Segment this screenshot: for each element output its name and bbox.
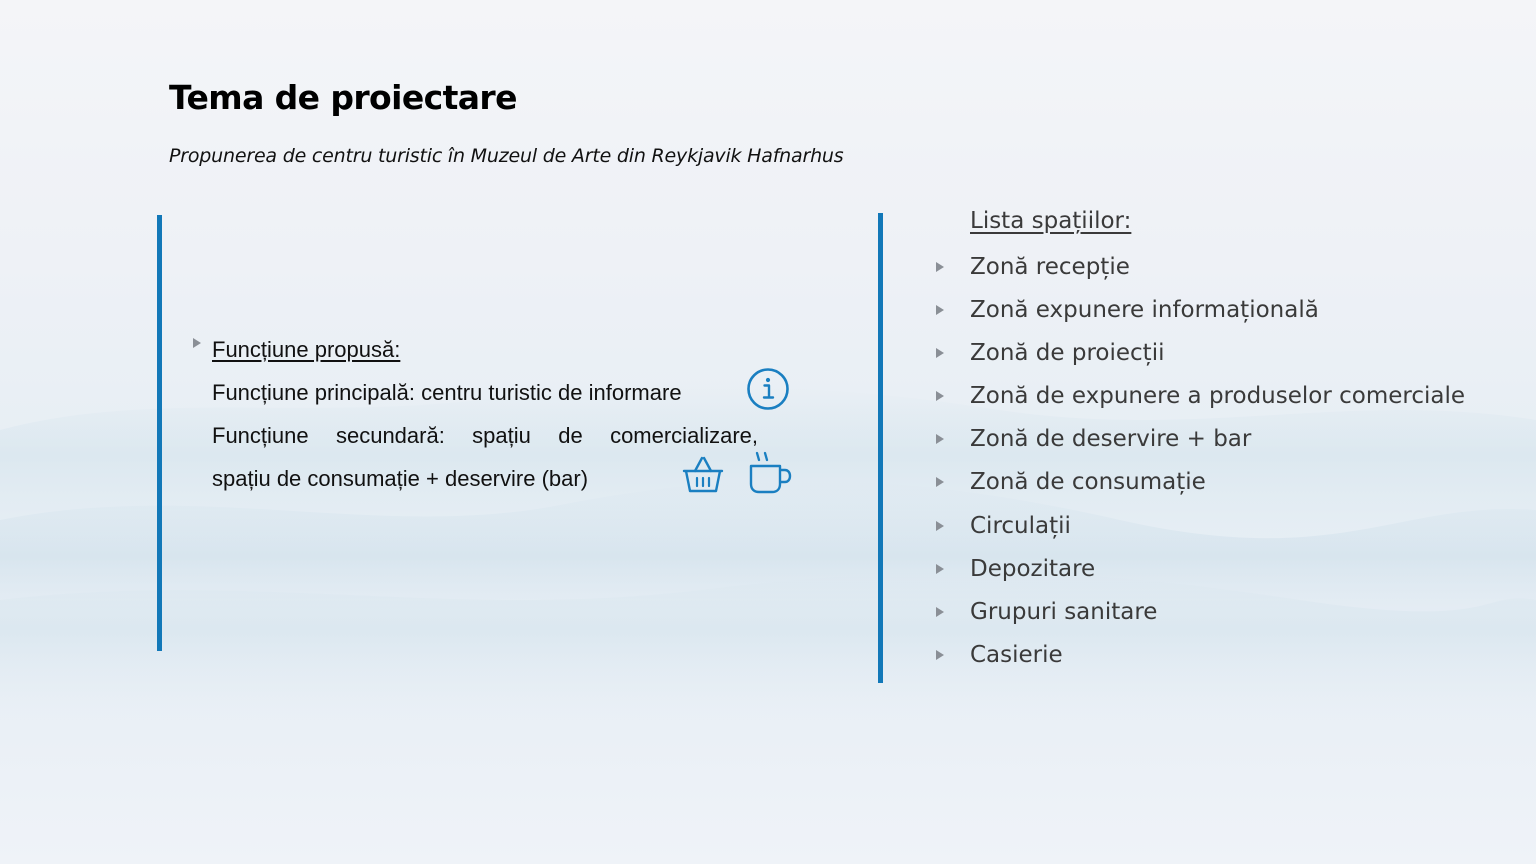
info-icon <box>746 367 790 411</box>
list-item-label: Zonă expunere informațională <box>970 297 1319 324</box>
list-item <box>934 596 1465 639</box>
basket-icon <box>681 455 725 495</box>
bullet-icon <box>936 305 944 315</box>
function-secondary-word: comercializare, <box>610 423 758 448</box>
list-item <box>934 380 1465 423</box>
function-main: Funcțiune principală: centru turistic de informare <box>212 380 682 405</box>
function-secondary-word: Funcțiune <box>212 423 309 448</box>
list-item <box>934 553 1465 596</box>
list-item-label: Circulații <box>970 512 1071 539</box>
list-item <box>934 466 1465 509</box>
bullet-icon <box>936 262 944 272</box>
list-item-label: Zonă de deservire + bar <box>970 426 1252 453</box>
function-secondary <box>212 423 758 449</box>
list-item <box>934 510 1465 553</box>
bullet-icon <box>936 477 944 487</box>
list-item <box>934 423 1465 466</box>
right-accent-rule <box>878 213 883 683</box>
list-item <box>934 294 1465 337</box>
function-secondary-line2: spațiu de consumație + deservire (bar) <box>212 466 589 491</box>
bullet-icon <box>936 564 944 574</box>
slide-subtitle: Propunerea de centru turistic în Muzeul de Arte din Reykjavik Hafnarhus <box>169 145 844 167</box>
list-item-label: Grupuri sanitare <box>970 598 1158 625</box>
list-item-label: Zonă de consumație <box>970 469 1206 496</box>
list-item-label: Depozitare <box>970 555 1096 582</box>
coffee-cup-icon <box>746 450 794 496</box>
spaces-list <box>934 251 1465 682</box>
function-secondary-word: de <box>558 423 583 448</box>
bullet-icon <box>936 650 944 660</box>
bullet-icon <box>936 391 944 401</box>
slide-title: Tema de proiectare <box>169 78 517 117</box>
bullet-icon <box>936 434 944 444</box>
list-item <box>934 639 1465 682</box>
list-item-label: Zonă recepție <box>970 254 1130 280</box>
function-bullet <box>193 338 201 348</box>
function-heading: Funcțiune propusă: <box>212 337 401 362</box>
bullet-icon <box>936 521 944 531</box>
function-secondary-word: secundară: <box>335 423 445 448</box>
bullet-icon <box>936 348 944 358</box>
list-item <box>934 251 1465 294</box>
list-item <box>934 337 1465 380</box>
spaces-heading: Lista spațiilor: <box>970 208 1132 234</box>
left-accent-rule <box>157 215 162 651</box>
function-secondary-word: spațiu <box>472 423 531 448</box>
list-item-label: Zonă de proiecții <box>970 340 1165 367</box>
list-item-label: Zonă de expunere a produselor comerciale <box>970 383 1466 410</box>
list-item-label: Casierie <box>970 641 1063 668</box>
bullet-icon <box>936 607 944 617</box>
